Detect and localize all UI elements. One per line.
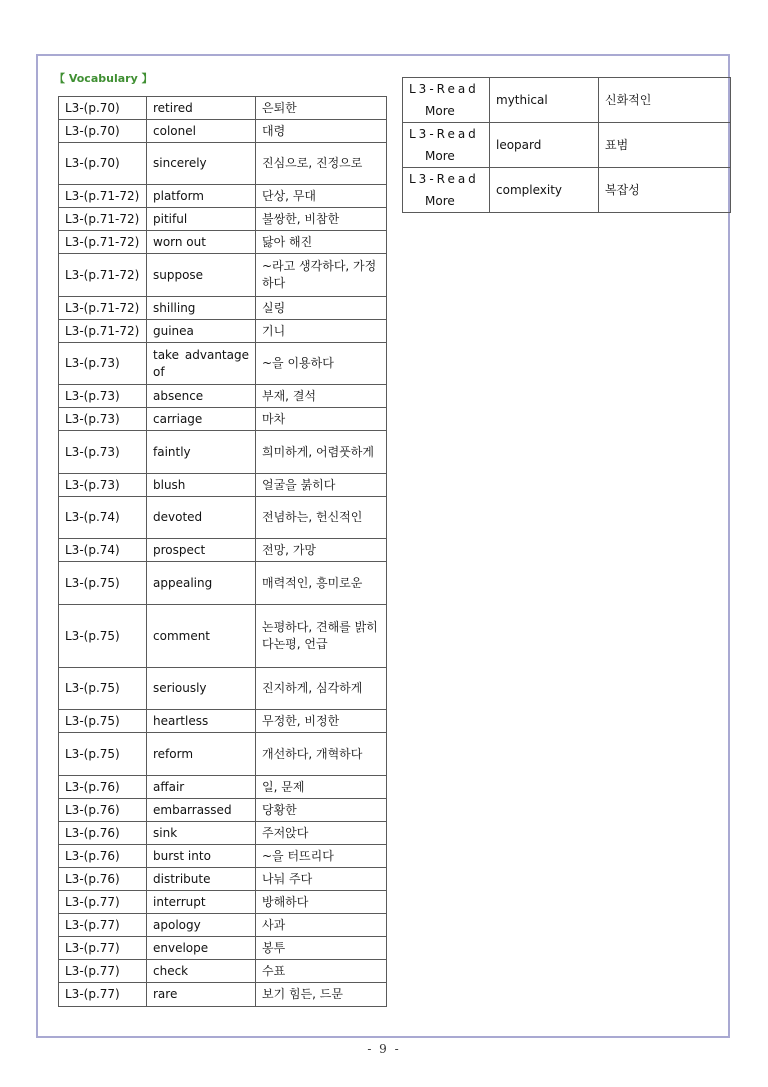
meaning-cell: 희미하게, 어렴풋하게 xyxy=(256,431,387,474)
word-cell: rare xyxy=(147,983,256,1007)
lesson-cell xyxy=(403,168,490,213)
lesson-cell: L3-(p.77) xyxy=(59,983,147,1007)
word-cell: take advantage of xyxy=(147,343,256,385)
lesson-label-bottom: More xyxy=(425,194,455,208)
lesson-cell: L3-(p.75) xyxy=(59,733,147,776)
word-cell: guinea xyxy=(147,320,256,343)
table-row xyxy=(59,343,387,385)
lesson-cell: L3-(p.71-72) xyxy=(59,231,147,254)
table-row xyxy=(59,799,387,822)
meaning-cell: 대령 xyxy=(256,120,387,143)
table-row xyxy=(59,185,387,208)
table-row xyxy=(59,983,387,1007)
word-cell: shilling xyxy=(147,297,256,320)
table-row xyxy=(59,733,387,776)
lesson-cell: L3-(p.75) xyxy=(59,605,147,668)
table-row xyxy=(59,297,387,320)
meaning-cell: 실링 xyxy=(256,297,387,320)
meaning-cell: 신화적인 xyxy=(599,78,731,123)
table-row xyxy=(59,120,387,143)
meaning-cell: 무정한, 비정한 xyxy=(256,710,387,733)
table-row xyxy=(59,320,387,343)
word-cell: comment xyxy=(147,605,256,668)
table-row xyxy=(59,891,387,914)
table-row xyxy=(59,497,387,539)
table-row xyxy=(59,937,387,960)
word-cell: check xyxy=(147,960,256,983)
lesson-cell: L3-(p.74) xyxy=(59,497,147,539)
table-row xyxy=(59,605,387,668)
table-row xyxy=(403,78,731,123)
word-cell: envelope xyxy=(147,937,256,960)
vocabulary-heading: 【 Vocabulary 】 xyxy=(54,72,153,85)
meaning-cell: 매력적인, 흥미로운 xyxy=(256,562,387,605)
word-cell: mythical xyxy=(490,78,599,123)
meaning-cell: 전념하는, 헌신적인 xyxy=(256,497,387,539)
lesson-cell: L3-(p.73) xyxy=(59,431,147,474)
table-row xyxy=(59,254,387,297)
meaning-cell: 전망, 가망 xyxy=(256,539,387,562)
meaning-cell: 주저앉다 xyxy=(256,822,387,845)
lesson-cell: L3-(p.70) xyxy=(59,143,147,185)
table-row xyxy=(59,208,387,231)
word-cell: apology xyxy=(147,914,256,937)
lesson-cell: L3-(p.75) xyxy=(59,710,147,733)
lesson-cell xyxy=(403,78,490,123)
lesson-cell: L3-(p.76) xyxy=(59,799,147,822)
table-row xyxy=(59,668,387,710)
lesson-label-top: L3-Read xyxy=(409,127,479,141)
table-row xyxy=(59,539,387,562)
meaning-cell: ~을 터뜨리다 xyxy=(256,845,387,868)
meaning-cell: 당황한 xyxy=(256,799,387,822)
meaning-cell: 기니 xyxy=(256,320,387,343)
meaning-cell: 방해하다 xyxy=(256,891,387,914)
lesson-cell: L3-(p.73) xyxy=(59,385,147,408)
meaning-cell: 일, 문제 xyxy=(256,776,387,799)
word-cell: prospect xyxy=(147,539,256,562)
lesson-cell: L3-(p.71-72) xyxy=(59,297,147,320)
word-cell: retired xyxy=(147,97,256,120)
table-row xyxy=(59,914,387,937)
table-row xyxy=(403,168,731,213)
table-row xyxy=(59,143,387,185)
word-cell: heartless xyxy=(147,710,256,733)
meaning-cell: 보기 힘든, 드문 xyxy=(256,983,387,1007)
lesson-cell: L3-(p.71-72) xyxy=(59,254,147,297)
meaning-cell: 수표 xyxy=(256,960,387,983)
table-row xyxy=(59,408,387,431)
word-cell: reform xyxy=(147,733,256,776)
word-cell: affair xyxy=(147,776,256,799)
word-cell: complexity xyxy=(490,168,599,213)
word-cell: appealing xyxy=(147,562,256,605)
meaning-cell: 마차 xyxy=(256,408,387,431)
word-cell: blush xyxy=(147,474,256,497)
word-cell: pitiful xyxy=(147,208,256,231)
table-row xyxy=(59,431,387,474)
word-cell: platform xyxy=(147,185,256,208)
word-cell: sink xyxy=(147,822,256,845)
meaning-cell: 부재, 결석 xyxy=(256,385,387,408)
lesson-label-top: L3-Read xyxy=(409,172,479,186)
lesson-cell: L3-(p.74) xyxy=(59,539,147,562)
vocabulary-table-right xyxy=(402,77,731,213)
meaning-cell: 개선하다, 개혁하다 xyxy=(256,733,387,776)
meaning-cell: 나눠 주다 xyxy=(256,868,387,891)
lesson-cell: L3-(p.75) xyxy=(59,562,147,605)
table-row xyxy=(59,710,387,733)
table-row xyxy=(59,868,387,891)
lesson-cell: L3-(p.76) xyxy=(59,868,147,891)
word-cell: faintly xyxy=(147,431,256,474)
meaning-cell: 진지하게, 심각하게 xyxy=(256,668,387,710)
lesson-cell: L3-(p.73) xyxy=(59,408,147,431)
word-cell: interrupt xyxy=(147,891,256,914)
meaning-cell: 표범 xyxy=(599,123,731,168)
lesson-cell: L3-(p.76) xyxy=(59,822,147,845)
lesson-label-bottom: More xyxy=(425,149,455,163)
meaning-cell: 단상, 무대 xyxy=(256,185,387,208)
lesson-cell: L3-(p.77) xyxy=(59,937,147,960)
lesson-label-bottom: More xyxy=(425,104,455,118)
word-cell: suppose xyxy=(147,254,256,297)
lesson-cell: L3-(p.77) xyxy=(59,891,147,914)
word-cell: worn out xyxy=(147,231,256,254)
word-cell: embarrassed xyxy=(147,799,256,822)
table-row xyxy=(59,822,387,845)
meaning-cell: 진심으로, 진정으로 xyxy=(256,143,387,185)
lesson-cell: L3-(p.77) xyxy=(59,960,147,983)
word-cell: colonel xyxy=(147,120,256,143)
table-row xyxy=(59,960,387,983)
lesson-cell: L3-(p.76) xyxy=(59,776,147,799)
word-cell: devoted xyxy=(147,497,256,539)
word-cell: burst into xyxy=(147,845,256,868)
table-row xyxy=(59,385,387,408)
meaning-cell: 논평하다, 견해를 밝히다논평, 언급 xyxy=(256,605,387,668)
table-row xyxy=(59,97,387,120)
word-cell: carriage xyxy=(147,408,256,431)
word-cell: seriously xyxy=(147,668,256,710)
lesson-label-top: L3-Read xyxy=(409,82,479,96)
lesson-cell: L3-(p.73) xyxy=(59,343,147,385)
table-row xyxy=(59,562,387,605)
word-cell: distribute xyxy=(147,868,256,891)
word-cell: absence xyxy=(147,385,256,408)
lesson-cell: L3-(p.77) xyxy=(59,914,147,937)
meaning-cell: 불쌍한, 비참한 xyxy=(256,208,387,231)
lesson-cell: L3-(p.75) xyxy=(59,668,147,710)
lesson-cell: L3-(p.70) xyxy=(59,120,147,143)
meaning-cell: 닳아 해진 xyxy=(256,231,387,254)
meaning-cell: ~을 이용하다 xyxy=(256,343,387,385)
vocabulary-table-right-body xyxy=(403,78,731,213)
meaning-cell: 은퇴한 xyxy=(256,97,387,120)
lesson-cell: L3-(p.70) xyxy=(59,97,147,120)
meaning-cell: 사과 xyxy=(256,914,387,937)
meaning-cell: 봉투 xyxy=(256,937,387,960)
page-number: - 9 - xyxy=(367,1042,401,1056)
lesson-cell: L3-(p.71-72) xyxy=(59,208,147,231)
table-row xyxy=(59,231,387,254)
word-cell: sincerely xyxy=(147,143,256,185)
table-row xyxy=(403,123,731,168)
vocabulary-table-left xyxy=(58,96,387,1007)
lesson-cell: L3-(p.76) xyxy=(59,845,147,868)
vocabulary-table-left-body xyxy=(59,97,387,1007)
table-row xyxy=(59,474,387,497)
lesson-cell: L3-(p.73) xyxy=(59,474,147,497)
lesson-cell: L3-(p.71-72) xyxy=(59,320,147,343)
meaning-cell: 얼굴을 붉히다 xyxy=(256,474,387,497)
meaning-cell: 복잡성 xyxy=(599,168,731,213)
lesson-cell: L3-(p.71-72) xyxy=(59,185,147,208)
table-row xyxy=(59,776,387,799)
lesson-cell xyxy=(403,123,490,168)
table-row xyxy=(59,845,387,868)
word-cell: leopard xyxy=(490,123,599,168)
meaning-cell: ~라고 생각하다, 가정하다 xyxy=(256,254,387,297)
